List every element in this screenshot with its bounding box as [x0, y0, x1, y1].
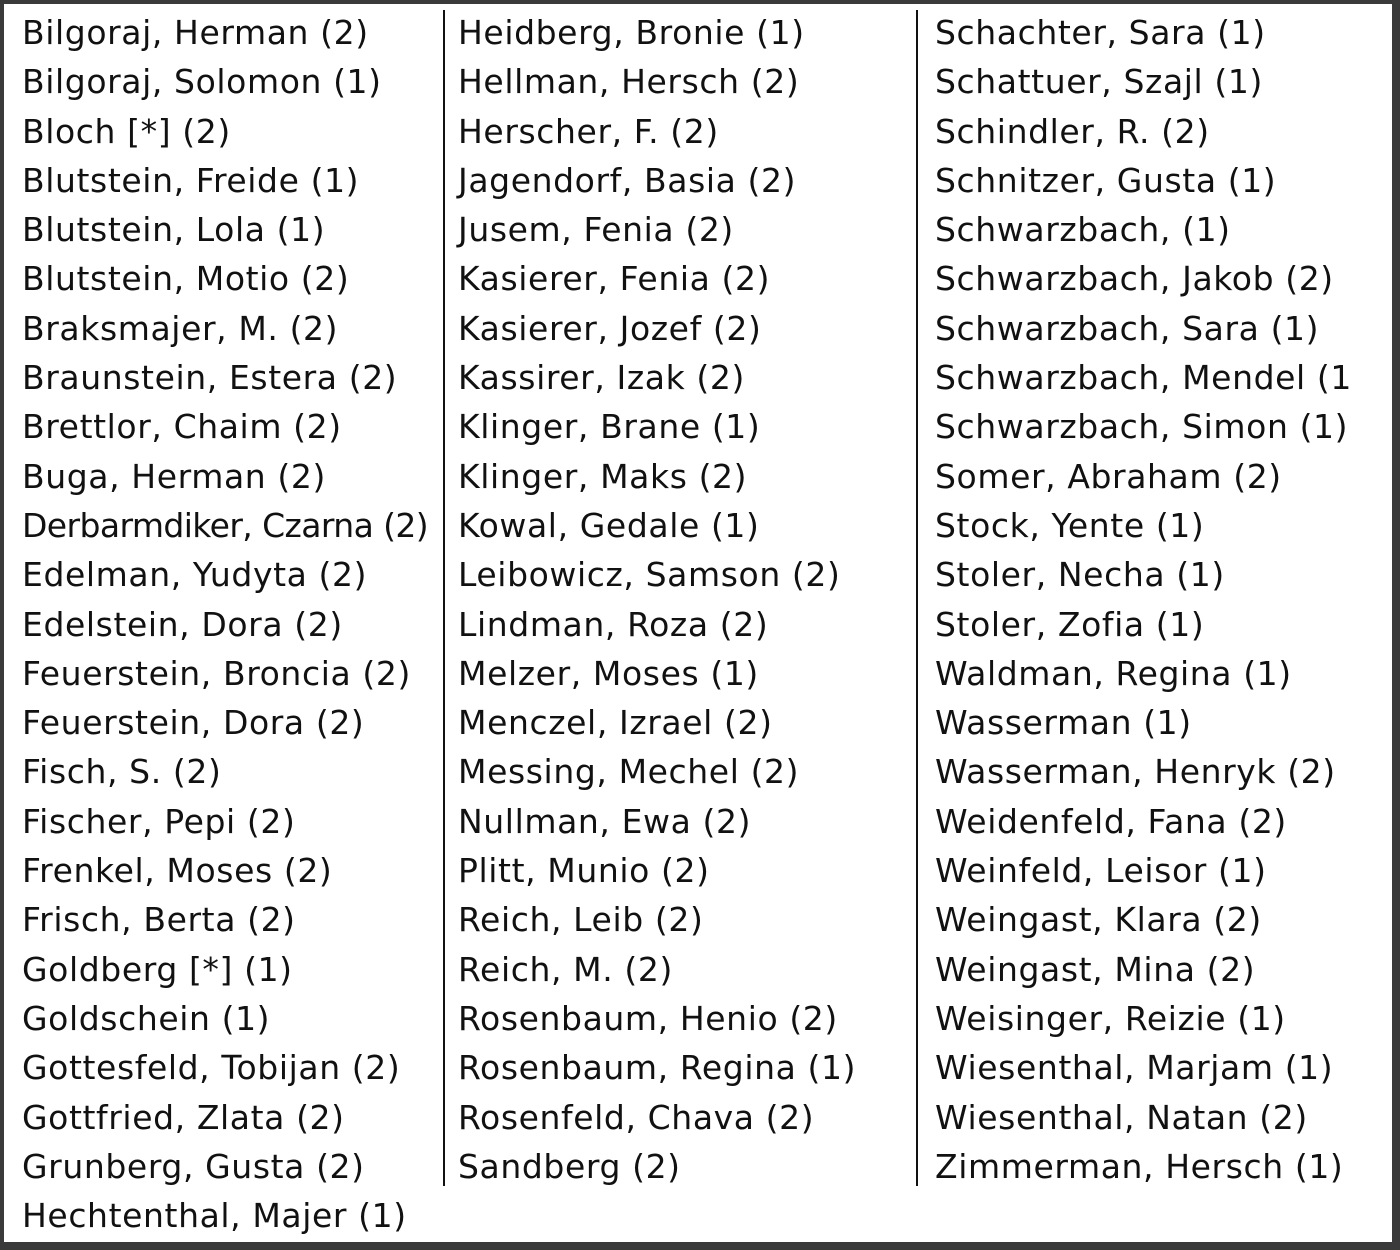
name-entry: Schnitzer, Gusta (1)	[935, 160, 1277, 200]
name-entry: Weinfeld, Leisor (1)	[935, 851, 1267, 891]
name-entry: Braunstein, Estera (2)	[22, 358, 398, 398]
name-entry: Sandberg (2)	[458, 1146, 681, 1186]
name-entry: Zimmerman, Hersch (1)	[935, 1146, 1344, 1186]
name-entry: Plitt, Munio (2)	[458, 851, 710, 891]
name-entry: Reich, Leib (2)	[458, 900, 704, 940]
name-entry: Kasierer, Jozef (2)	[458, 308, 762, 348]
name-entry: Schwarzbach, Sara (1)	[935, 308, 1320, 348]
name-entry: Stoler, Necha (1)	[935, 555, 1225, 595]
name-entry: Stock, Yente (1)	[935, 505, 1205, 545]
name-column-1	[22, 8, 428, 1240]
name-entry: Wiesenthal, Natan (2)	[935, 1097, 1308, 1137]
name-entry: Heidberg, Bronie (1)	[458, 13, 805, 52]
name-entry: Wasserman (1)	[935, 703, 1192, 743]
name-entry: Blutstein, Motio (2)	[22, 259, 350, 299]
name-entry: Buga, Herman (2)	[22, 456, 326, 496]
name-entry: Jusem, Fenia (2)	[458, 210, 734, 250]
name-entry: Bilgoraj, Solomon (1)	[22, 62, 382, 102]
name-entry: Weidenfeld, Fana (2)	[935, 801, 1287, 841]
name-entry: Fischer, Pepi (2)	[22, 801, 296, 841]
name-entry: Schachter, Sara (1)	[935, 13, 1266, 52]
name-entry: Hechtenthal, Majer (1)	[22, 1196, 407, 1236]
name-entry: Weisinger, Reizie (1)	[935, 998, 1286, 1038]
name-entry: Rosenbaum, Regina (1)	[458, 1048, 857, 1088]
name-entry: Edelstein, Dora (2)	[22, 604, 343, 644]
name-entry: Hellman, Hersch (2)	[458, 62, 800, 102]
name-entry: Bilgoraj, Herman (2)	[22, 13, 369, 52]
name-entry: Edelman, Yudyta (2)	[22, 555, 368, 595]
name-entry: Frenkel, Moses (2)	[22, 851, 333, 891]
name-entry: Schattuer, Szajl (1)	[935, 62, 1263, 102]
name-entry: Klinger, Maks (2)	[458, 456, 748, 496]
name-entry: Lindman, Roza (2)	[458, 604, 769, 644]
name-entry: Schwarzbach, (1)	[935, 210, 1231, 250]
name-entry: Klinger, Brane (1)	[458, 407, 761, 447]
name-entry: Herscher, F. (2)	[458, 111, 719, 151]
name-entry: Blutstein, Lola (1)	[22, 210, 326, 250]
column-divider-1	[443, 10, 445, 1186]
name-entry: Derbarmdiker, Czarna (2)	[22, 505, 429, 545]
name-entry: Bloch [*] (2)	[22, 111, 231, 151]
name-entry: Wiesenthal, Marjam (1)	[935, 1048, 1334, 1088]
name-entry: Kowal, Gedale (1)	[458, 505, 760, 545]
name-entry: Schwarzbach, Mendel (1	[935, 358, 1352, 398]
name-entry: Goldberg [*] (1)	[22, 949, 293, 989]
name-column-2	[458, 8, 856, 1191]
name-entry: Brettlor, Chaim (2)	[22, 407, 342, 447]
name-entry: Fisch, S. (2)	[22, 752, 222, 792]
name-entry: Frisch, Berta (2)	[22, 900, 296, 940]
name-entry: Messing, Mechel (2)	[458, 752, 800, 792]
name-entry: Gottfried, Zlata (2)	[22, 1097, 345, 1137]
name-entry: Weingast, Mina (2)	[935, 949, 1256, 989]
name-entry: Grunberg, Gusta (2)	[22, 1146, 365, 1186]
name-entry: Goldschein (1)	[22, 998, 271, 1038]
name-entry: Rosenbaum, Henio (2)	[458, 998, 838, 1038]
name-entry: Schwarzbach, Simon (1)	[935, 407, 1349, 447]
name-entry: Braksmajer, M. (2)	[22, 308, 339, 348]
name-entry: Kasierer, Fenia (2)	[458, 259, 771, 299]
name-entry: Waldman, Regina (1)	[935, 653, 1292, 693]
name-entry: Gottesfeld, Tobijan (2)	[22, 1048, 401, 1088]
name-entry: Kassirer, Izak (2)	[458, 358, 745, 398]
name-entry: Stoler, Zofia (1)	[935, 604, 1205, 644]
name-entry: Melzer, Moses (1)	[458, 653, 759, 693]
name-entry: Blutstein, Freide (1)	[22, 160, 360, 200]
name-entry: Rosenfeld, Chava (2)	[458, 1097, 815, 1137]
name-entry: Reich, M. (2)	[458, 949, 673, 989]
name-entry: Schindler, R. (2)	[935, 111, 1210, 151]
name-entry: Feuerstein, Broncia (2)	[22, 653, 411, 693]
name-entry: Jagendorf, Basia (2)	[458, 160, 797, 200]
name-entry: Schwarzbach, Jakob (2)	[935, 259, 1334, 299]
name-column-3	[935, 8, 1352, 1191]
name-entry: Feuerstein, Dora (2)	[22, 703, 365, 743]
column-divider-2	[916, 10, 918, 1186]
name-entry: Somer, Abraham (2)	[935, 456, 1282, 496]
name-entry: Menczel, Izrael (2)	[458, 703, 773, 743]
name-entry: Weingast, Klara (2)	[935, 900, 1262, 940]
name-entry: Wasserman, Henryk (2)	[935, 752, 1336, 792]
name-entry: Leibowicz, Samson (2)	[458, 555, 841, 595]
name-entry: Nullman, Ewa (2)	[458, 801, 752, 841]
